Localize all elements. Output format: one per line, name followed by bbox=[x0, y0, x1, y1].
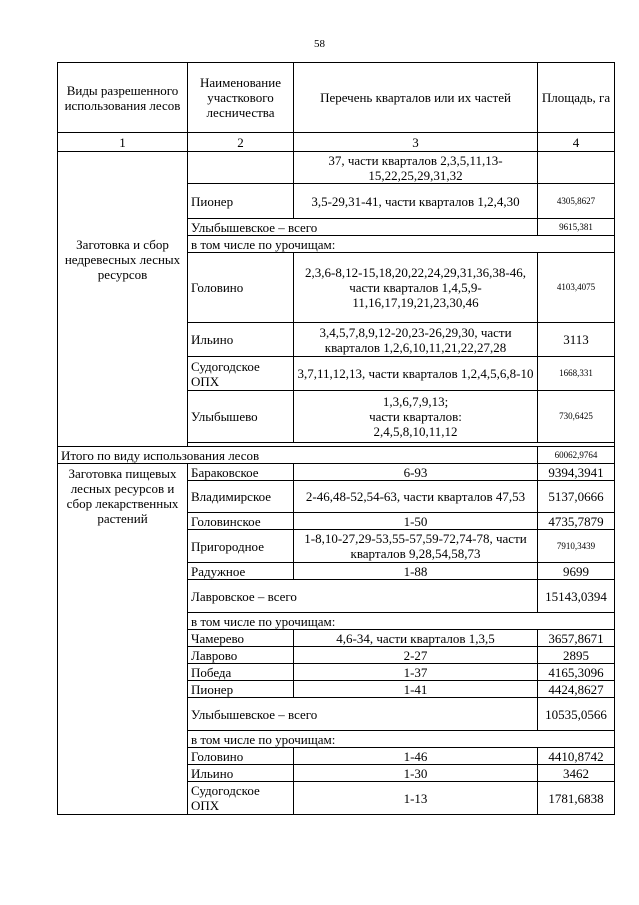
column-number: 4 bbox=[538, 133, 615, 152]
quarters-list: 2-27 bbox=[294, 647, 538, 664]
table-row bbox=[58, 464, 615, 481]
quarters-list: 3,4,5,7,8,9,12-20,23-26,29,30, части кварталов 1,2,6,10,11,21,22,27,28 bbox=[294, 323, 538, 357]
column-number: 3 bbox=[294, 133, 538, 152]
area-value: 1668,331 bbox=[538, 357, 615, 391]
area-value: 4424,8627 bbox=[538, 681, 615, 698]
area-value: 4165,3096 bbox=[538, 664, 615, 681]
area-value: 7910,3439 bbox=[538, 530, 615, 563]
quarters-list: 1-8,10-27,29-53,55-57,59-72,74-78, части кварталов 9,28,54,58,73 bbox=[294, 530, 538, 563]
tract-name: Судогодское ОПХ bbox=[188, 357, 294, 391]
total-label: Улыбышевское – всего bbox=[188, 698, 538, 731]
column-number: 2 bbox=[188, 133, 294, 152]
forestry-name: Бараковское bbox=[188, 464, 294, 481]
area-value bbox=[538, 152, 615, 184]
grand-total-row bbox=[58, 447, 615, 464]
quarters-list: 2-46,48-52,54-63, части кварталов 47,53 bbox=[294, 481, 538, 513]
forestry-name: Головинское bbox=[188, 513, 294, 530]
forestry-name: Владимирское bbox=[188, 481, 294, 513]
area-value: 9394,3941 bbox=[538, 464, 615, 481]
quarters-list: 1-41 bbox=[294, 681, 538, 698]
tract-name: Пионер bbox=[188, 681, 294, 698]
tract-name: Головино bbox=[188, 748, 294, 765]
quarters-list: 2,3,6-8,12-15,18,20,22,24,29,31,36,38-46, части кварталов 1,4,5,9-11,16,17,19,21,23,30,46 bbox=[294, 253, 538, 323]
total-label: Улыбышевское – всего bbox=[188, 219, 538, 236]
area-value: 1781,6838 bbox=[538, 782, 615, 815]
header-cell: Наименование участкового лесничества bbox=[188, 63, 294, 133]
area-value: 730,6425 bbox=[538, 391, 615, 443]
area-value: 4735,7879 bbox=[538, 513, 615, 530]
area-value: 5137,0666 bbox=[538, 481, 615, 513]
column-number: 1 bbox=[58, 133, 188, 152]
area-value: 4103,4075 bbox=[538, 253, 615, 323]
quarters-list: 6-93 bbox=[294, 464, 538, 481]
page-number: 58 bbox=[314, 38, 325, 50]
subheader-label: в том числе по урочищам: bbox=[188, 613, 615, 630]
quarters-list: 1-50 bbox=[294, 513, 538, 530]
forestry-name bbox=[188, 152, 294, 184]
quarters-list: 1-30 bbox=[294, 765, 538, 782]
forest-use-table bbox=[57, 62, 615, 815]
tract-name: Ильино bbox=[188, 765, 294, 782]
tract-name: Чамерево bbox=[188, 630, 294, 647]
quarters-list: 37, части кварталов 2,3,5,11,13-15,22,25,29,31,32 bbox=[294, 152, 538, 184]
area-value: 60062,9764 bbox=[538, 447, 615, 464]
area-value: 9615,381 bbox=[538, 219, 615, 236]
grand-total-label: Итого по виду использования лесов bbox=[58, 447, 538, 464]
subheader-label: в том числе по урочищам: bbox=[188, 236, 615, 253]
tract-name: Ильино bbox=[188, 323, 294, 357]
section-title bbox=[58, 152, 188, 447]
total-label: Лавровское – всего bbox=[188, 580, 538, 613]
table-row bbox=[58, 152, 615, 184]
header-cell: Площадь, га bbox=[538, 63, 615, 133]
table-header-row bbox=[58, 63, 615, 133]
tract-name: Судогодское ОПХ bbox=[188, 782, 294, 815]
quarters-list: 3,5-29,31-41, части кварталов 1,2,4,30 bbox=[294, 184, 538, 219]
area-value: 3462 bbox=[538, 765, 615, 782]
quarters-list: 1-88 bbox=[294, 563, 538, 580]
section-title-text: Заготовка и сбор недревесных лесных ресурсов bbox=[64, 237, 181, 282]
area-value: 4305,8627 bbox=[538, 184, 615, 219]
quarters-list: 3,7,11,12,13, части кварталов 1,2,4,5,6,8-10 bbox=[294, 357, 538, 391]
quarters-list: 1-37 bbox=[294, 664, 538, 681]
tract-name: Победа bbox=[188, 664, 294, 681]
column-number-row bbox=[58, 133, 615, 152]
tract-name: Головино bbox=[188, 253, 294, 323]
tract-name: Лаврово bbox=[188, 647, 294, 664]
forestry-name: Пригородное bbox=[188, 530, 294, 563]
area-value: 3657,8671 bbox=[538, 630, 615, 647]
area-value: 4410,8742 bbox=[538, 748, 615, 765]
quarters-list: 4,6-34, части кварталов 1,3,5 bbox=[294, 630, 538, 647]
forestry-name: Радужное bbox=[188, 563, 294, 580]
quarters-list: 1,3,6,7,9,13; части кварталов: 2,4,5,8,10,11,12 bbox=[294, 391, 538, 443]
area-value: 2895 bbox=[538, 647, 615, 664]
area-value: 15143,0394 bbox=[538, 580, 615, 613]
area-value: 3113 bbox=[538, 323, 615, 357]
quarters-list: 1-46 bbox=[294, 748, 538, 765]
subheader-label: в том числе по урочищам: bbox=[188, 731, 615, 748]
header-cell: Виды разрешенного использования лесов bbox=[58, 63, 188, 133]
tract-name: Улыбышево bbox=[188, 391, 294, 443]
section-title: Заготовка пищевых лесных ресурсов и сбор лекарственных растений bbox=[58, 464, 188, 815]
header-cell: Перечень кварталов или их частей bbox=[294, 63, 538, 133]
area-value: 9699 bbox=[538, 563, 615, 580]
quarters-list: 1-13 bbox=[294, 782, 538, 815]
area-value: 10535,0566 bbox=[538, 698, 615, 731]
forestry-name: Пионер bbox=[188, 184, 294, 219]
